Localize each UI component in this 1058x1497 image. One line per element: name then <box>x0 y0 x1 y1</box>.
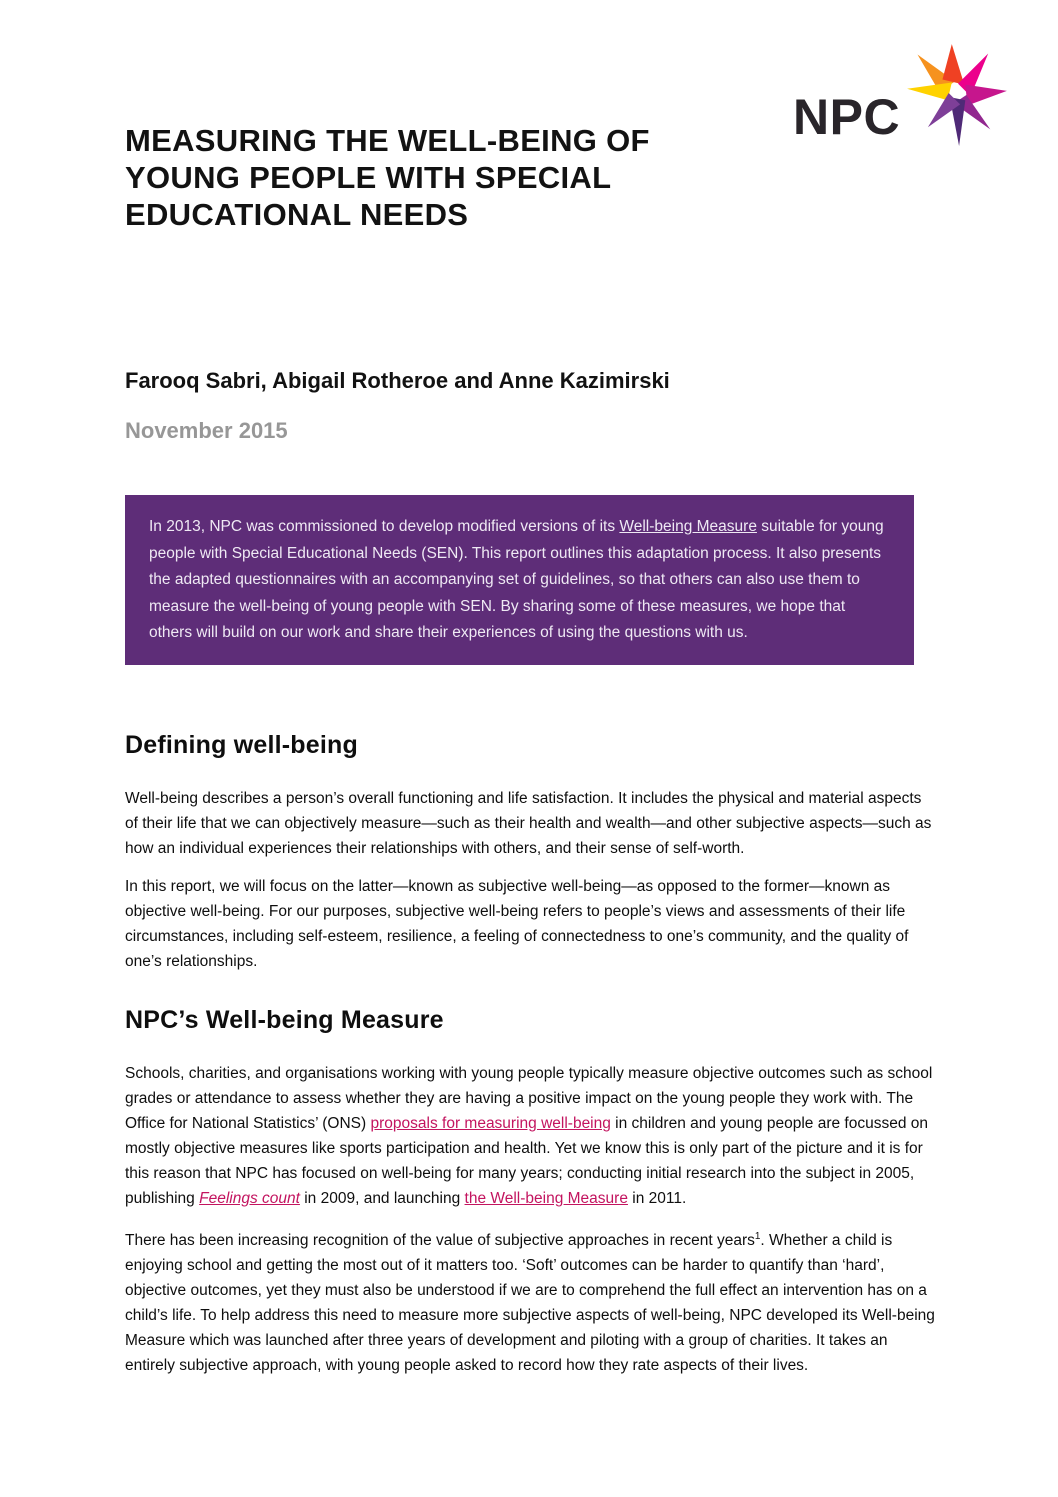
text-run: Schools, charities, and organisations working with young people typically measure objective outcomes such as school grades or attendance to assess whether they are having a positive impact on the young people they work with. The Office for National Statistics’ (ONS) <box>125 1065 933 1132</box>
inline-link[interactable]: Feelings count <box>199 1190 300 1207</box>
intro-box <box>125 495 914 665</box>
page-title-line: YOUNG PEOPLE WITH SPECIAL <box>125 160 612 195</box>
text-run: in 2009, and launching <box>299 1190 465 1207</box>
star-spike-left <box>907 83 952 101</box>
text-run: In this report, we will focus on the latter—known as subjective well-being—as opposed to the former—known as objective well-being. For our purposes, subjective well-being refers to people’s views and assessments of their life circumstances, including self-esteem, resilience, a feeling of connectedness to one’s community, and the quality of one’s relationships. <box>125 878 909 970</box>
page-title-line: MEASURING THE WELL-BEING OF <box>125 123 650 158</box>
section-heading-npcs-well-being-measure: NPC’s Well-being Measure <box>125 1006 444 1034</box>
paragraph <box>125 1228 935 1378</box>
npc-logo-text: NPC <box>793 89 901 145</box>
inline-link[interactable]: the Well-being Measure <box>464 1190 628 1207</box>
text-run: suitable for young people with Special Educational Needs (SEN). This report outlines this adaptation process. It also presents the adapted questionnaires with an accompanying set of guidelines, so that others can also use them to measure the well-being of young people with SEN. By sharing some of these measures, we hope that others will build on our work and share their experiences of using the questions with us. <box>149 518 884 641</box>
page-title-line: EDUCATIONAL NEEDS <box>125 197 469 232</box>
npc-logo <box>793 36 1010 154</box>
inline-link[interactable]: Well-being Measure <box>619 518 757 535</box>
text-run: Well-being describes a person’s overall functioning and life satisfaction. It includes the physical and material aspects of their life that we can objectively measure—such as their health and wealth—and other subjective aspects—such as how an individual experiences their relationships with others, and their sense of self-worth. <box>125 790 932 857</box>
publication-date: November 2015 <box>125 418 288 443</box>
paragraph <box>125 874 935 974</box>
section-heading-defining-well-being: Defining well-being <box>125 731 358 759</box>
footnote-marker: 1 <box>754 1230 761 1242</box>
npc-star-icon <box>905 38 1009 150</box>
text-run: In 2013, NPC was commissioned to develop modified versions of its <box>149 518 620 535</box>
text-run: . Whether a child is enjoying school and getting the most out of it matters too. ‘Soft’ outcomes can be harder to quantify than ‘hard’, objective outcomes, yet they must also be understood if we are to comprehend the full effect an intervention has on a child’s life. To help address this need to measure more subjective aspects of well-being, NPC developed its Well-being Measure which was launched after three years of development and piloting with a group of charities. It takes an entirely subjective approach, with young people asked to record how they rate aspects of their lives. <box>125 1232 935 1374</box>
inline-link[interactable]: proposals for measuring well-being <box>370 1115 611 1132</box>
paragraph <box>125 1061 935 1211</box>
text-run: in children and young people are focussed on mostly objective measures like sports participation and health. Yet we know this is only part of the picture and it is for this reason that NPC has focused on well-being for many years; conducting initial research into the subject in 2005, publishing <box>125 1115 928 1207</box>
text-run: in 2011. <box>627 1190 687 1207</box>
authors-line: Farooq Sabri, Abigail Rotheroe and Anne Kazimirski <box>125 368 670 393</box>
paragraph <box>125 786 935 861</box>
text-run: There has been increasing recognition of the value of subjective approaches in recent years <box>125 1232 755 1249</box>
page-title <box>125 122 825 233</box>
intro-paragraph <box>149 514 889 647</box>
star-spike-right <box>965 85 1007 106</box>
star-spike-top <box>942 44 964 85</box>
